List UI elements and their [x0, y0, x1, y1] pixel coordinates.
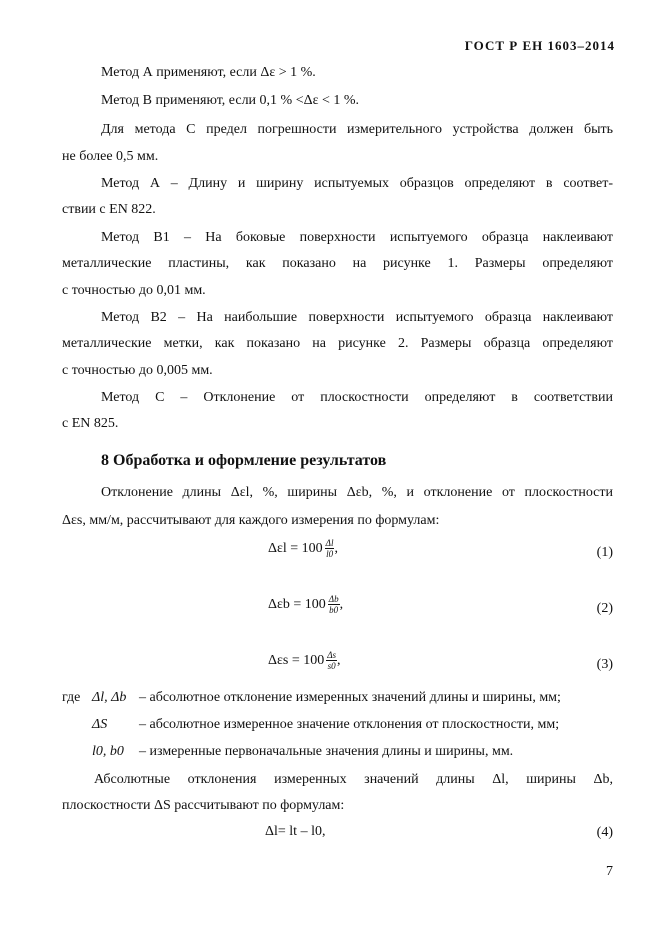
fraction — [328, 594, 340, 615]
formula-3 — [268, 650, 341, 671]
where-symbol: ΔS — [92, 717, 108, 732]
section-heading: 8 Обработка и оформление результатов — [101, 452, 387, 469]
text-line: Метод С – Отклонение от плоскостности определяют в соответствии — [101, 390, 613, 405]
equation-number: (1) — [596, 545, 613, 560]
text-line: Для метода С предел погрешности измерительного устройства должен быть — [101, 122, 613, 137]
text-line: с EN 825. — [62, 416, 119, 431]
formula-2 — [268, 594, 343, 615]
text-line: плоскостности ΔS рассчитывают по формулам: — [62, 798, 345, 813]
formula-lhs: Δεb = 100 — [268, 596, 326, 612]
where-definition: – измеренные первоначальные значения длины и ширины, мм. — [139, 744, 514, 759]
fraction-denominator: s0 — [327, 661, 336, 671]
fraction-numerator: Δs — [327, 650, 337, 660]
text-line: Абсолютные отклонения измеренных значений длины Δl, ширины Δb, — [94, 772, 613, 787]
formula-tail: , — [334, 540, 338, 556]
text-line: ствии с EN 822. — [62, 202, 156, 217]
fraction — [326, 650, 337, 671]
page-number: 7 — [606, 864, 613, 879]
text-line: с точностью до 0,005 мм. — [62, 363, 213, 378]
formula-4: Δl= lt – l0, — [265, 824, 326, 839]
fraction-denominator: b0 — [329, 605, 339, 615]
fraction — [325, 538, 335, 559]
fraction-denominator: l0 — [326, 549, 334, 559]
text-line: с точностью до 0,01 мм. — [62, 283, 206, 298]
text-line: Метод А применяют, если Δε > 1 %. — [101, 65, 316, 80]
where-symbol: l0, b0 — [92, 744, 124, 759]
formula-lhs: Δεl = 100 — [268, 540, 323, 556]
where-symbol: Δl, Δb — [92, 690, 127, 705]
equation-number: (3) — [596, 657, 613, 672]
text-line: Метод В2 – На наибольшие поверхности испытуемого образца наклеивают — [101, 310, 613, 325]
text-line: Отклонение длины Δεl, %, ширины Δεb, %, и отклонение от плоскостности — [101, 485, 613, 500]
text-line: Δεs, мм/м, рассчитывают для каждого измерения по формулам: — [62, 513, 440, 528]
text-line: не более 0,5 мм. — [62, 149, 159, 164]
text-line: металлические метки, как показано на рисунке 2. Размеры образца определяют — [62, 336, 613, 351]
fraction-numerator: Δb — [328, 594, 339, 604]
formula-lhs: Δεs = 100 — [268, 652, 325, 668]
formula-1 — [268, 538, 338, 559]
fraction-numerator: Δl — [325, 538, 334, 548]
equation-number: (4) — [596, 825, 613, 840]
formula-tail: , — [337, 652, 341, 668]
text-line: Метод В применяют, если 0,1 % <Δε < 1 %. — [101, 93, 360, 108]
text-line: Метод А – Длину и ширину испытуемых образцов определяют в соответ- — [101, 176, 613, 191]
where-definition: – абсолютное измеренное значение отклонения от плоскостности, мм; — [139, 717, 560, 732]
where-definition: – абсолютное отклонение измеренных значений длины и ширины, мм; — [139, 690, 561, 705]
equation-number: (2) — [596, 601, 613, 616]
formula-tail: , — [339, 596, 344, 612]
document-header: ГОСТ Р ЕН 1603–2014 — [464, 38, 615, 53]
text-line: металлические пластины, как показано на рисунке 1. Размеры определяют — [62, 256, 613, 271]
text-line: Метод В1 – На боковые поверхности испытуемого образца наклеивают — [101, 230, 613, 245]
where-prefix: где — [62, 690, 81, 705]
